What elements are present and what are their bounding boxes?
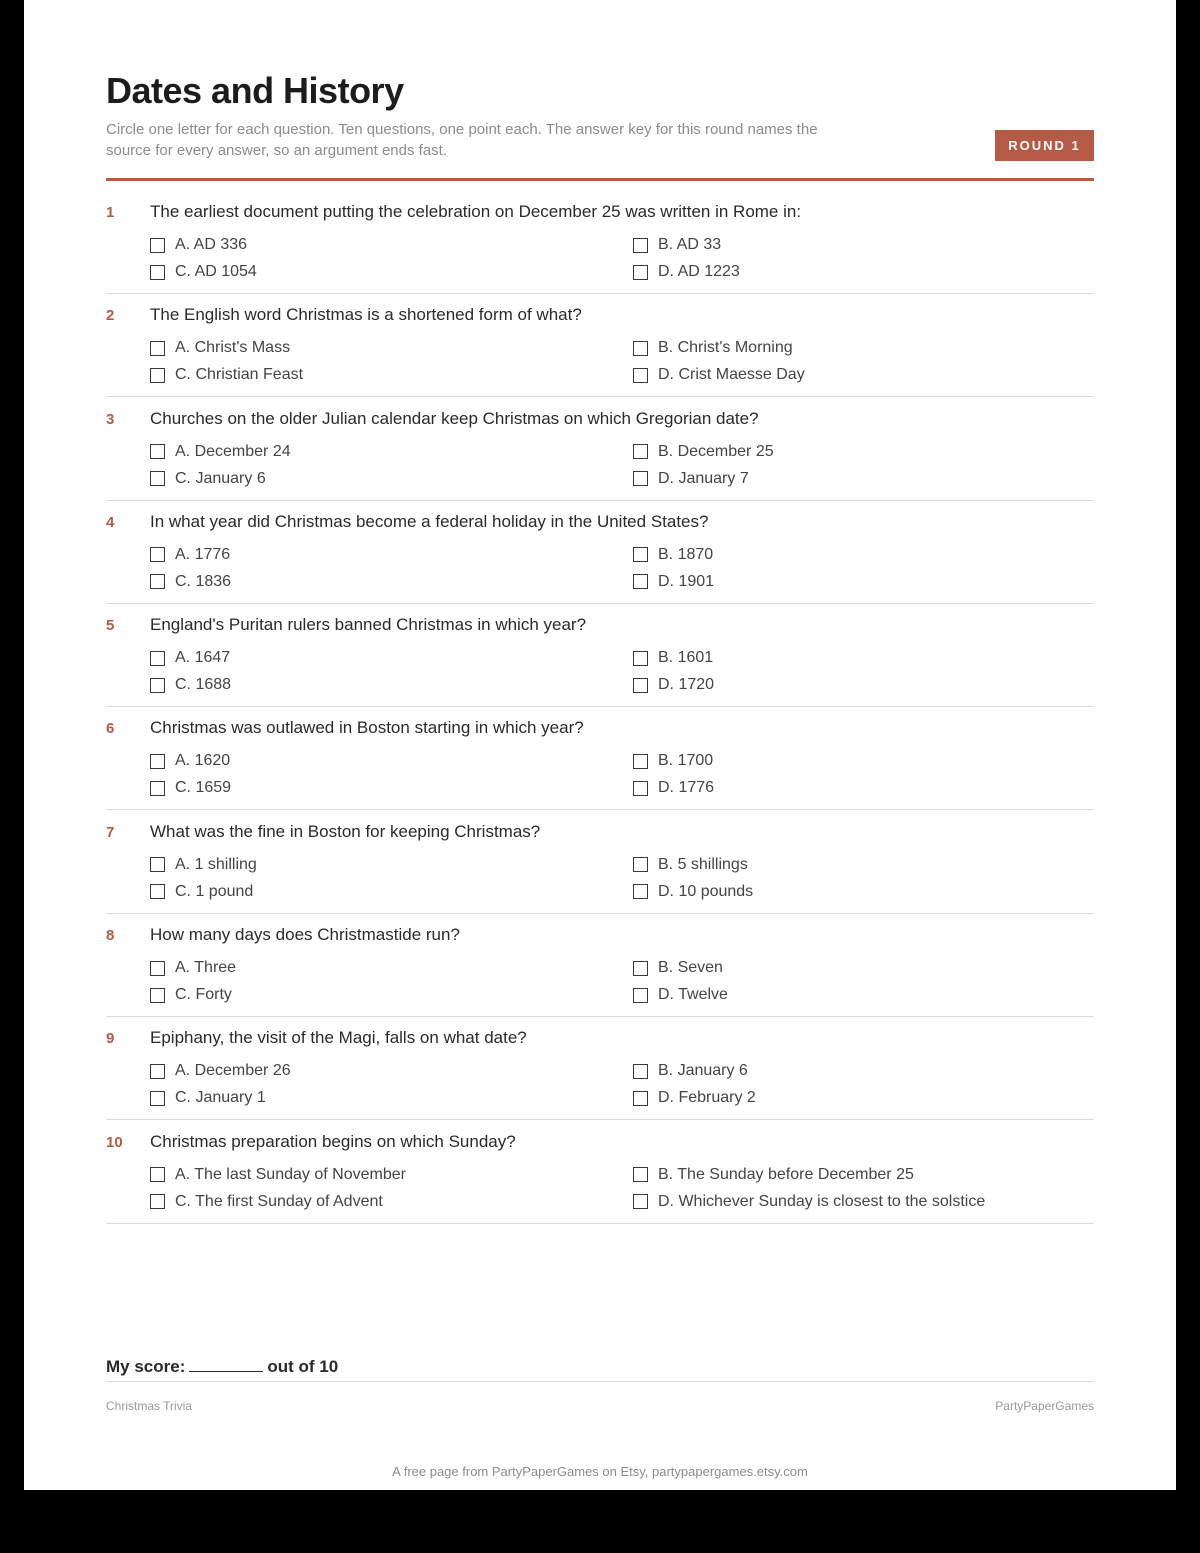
checkbox[interactable] <box>633 781 648 796</box>
answer-option-b[interactable] <box>633 959 723 977</box>
score-label: My score: <box>106 1357 186 1376</box>
checkbox[interactable] <box>150 781 165 796</box>
footer-right: PartyPaperGames <box>995 1399 1094 1413</box>
answer-label: C. 1 pound <box>175 882 254 900</box>
answer-label: D. Twelve <box>658 986 728 1004</box>
checkbox[interactable] <box>150 1091 165 1106</box>
answer-option-d[interactable] <box>633 366 805 384</box>
checkbox[interactable] <box>633 754 648 769</box>
answer-label: B. December 25 <box>658 442 774 460</box>
answer-option-d[interactable] <box>633 883 753 901</box>
checkbox[interactable] <box>633 988 648 1003</box>
question-number: 9 <box>106 1030 115 1048</box>
question-number: 8 <box>106 927 115 945</box>
answer-label: C. 1688 <box>175 676 232 694</box>
question-text: Christmas was outlawed in Boston starting in which year? <box>150 718 584 738</box>
answer-option-c[interactable] <box>150 779 231 797</box>
question-number: 3 <box>106 410 115 428</box>
answer-label: B. Christ's Morning <box>658 339 793 357</box>
question-item <box>106 1122 1094 1224</box>
checkbox[interactable] <box>150 238 165 253</box>
answer-label: A. Three <box>175 959 237 977</box>
answer-label: D. 1901 <box>658 572 715 590</box>
answer-option-b[interactable] <box>633 1062 748 1080</box>
answer-option-d[interactable] <box>633 263 740 281</box>
checkbox[interactable] <box>633 444 648 459</box>
footer-left: Christmas Trivia <box>106 1399 193 1413</box>
answer-option-d[interactable] <box>633 1089 756 1107</box>
answer-option-d[interactable] <box>633 779 714 797</box>
answer-label: C. Forty <box>175 986 232 1004</box>
answer-option-b[interactable] <box>633 1166 914 1184</box>
credit-line: A free page from PartyPaperGames on Etsy, partypapergames.etsy.com <box>392 1464 808 1479</box>
question-text: Christmas preparation begins on which Sunday? <box>150 1131 516 1151</box>
checkbox[interactable] <box>633 884 648 899</box>
question-text: England's Puritan rulers banned Christmas in which year? <box>150 615 587 635</box>
question-text: The earliest document putting the celebration on December 25 was written in Rome in: <box>150 202 802 221</box>
answer-option-b[interactable] <box>633 236 721 254</box>
answer-label: B. 5 shillings <box>658 855 748 873</box>
answer-option-a[interactable] <box>150 1062 291 1080</box>
answer-label: C. January 1 <box>175 1089 266 1107</box>
answer-label: C. Christian Feast <box>175 366 304 384</box>
answer-option-b[interactable] <box>633 856 748 874</box>
answer-label: A. 1620 <box>175 752 231 770</box>
answer-option-d[interactable] <box>633 573 714 591</box>
answer-label: C. 1836 <box>175 572 232 590</box>
question-item <box>106 915 1094 1017</box>
answer-label: C. 1659 <box>175 779 232 797</box>
answer-label: D. 1776 <box>658 779 715 797</box>
worksheet-page <box>24 0 1176 1490</box>
footer-divider <box>106 1381 1094 1382</box>
question-number: 6 <box>106 720 115 738</box>
answer-label: B. Seven <box>658 959 723 977</box>
answer-label: A. The last Sunday of November <box>175 1165 406 1183</box>
checkbox[interactable] <box>633 547 648 562</box>
checkbox[interactable] <box>633 341 648 356</box>
answer-label: A. AD 336 <box>175 236 248 253</box>
answer-option-d[interactable] <box>633 1193 985 1211</box>
answer-option-d[interactable] <box>633 986 728 1004</box>
answer-option-c[interactable] <box>150 263 257 281</box>
answer-option-c[interactable] <box>150 470 266 488</box>
answer-label: D. AD 1223 <box>658 263 740 280</box>
checkbox[interactable] <box>150 265 165 280</box>
answer-label: B. January 6 <box>658 1062 748 1080</box>
answer-label: D. Crist Maesse Day <box>658 366 805 384</box>
question-number: 7 <box>106 823 115 841</box>
answer-label: B. The Sunday before December 25 <box>658 1165 914 1183</box>
answer-option-c[interactable] <box>150 1193 383 1211</box>
question-item <box>106 812 1094 914</box>
question-item <box>106 399 1094 501</box>
answer-label: D. February 2 <box>658 1089 756 1107</box>
checkbox[interactable] <box>150 857 165 872</box>
question-text: Epiphany, the visit of the Magi, falls on what date? <box>150 1028 527 1048</box>
answer-label: A. 1647 <box>175 649 231 667</box>
question-text: What was the fine in Boston for keeping Christmas? <box>150 821 541 841</box>
score-blank[interactable] <box>189 1371 263 1372</box>
answer-label: D. 10 pounds <box>658 882 754 900</box>
answer-option-c[interactable] <box>150 883 253 901</box>
question-item <box>106 708 1094 810</box>
question-number: 1 <box>106 204 115 221</box>
answer-option-b[interactable] <box>633 443 774 461</box>
answer-label: B. AD 33 <box>658 236 722 253</box>
answer-label: A. 1 shilling <box>175 855 257 873</box>
checkbox[interactable] <box>150 1064 165 1079</box>
checkbox[interactable] <box>150 754 165 769</box>
answer-label: B. 1870 <box>658 545 714 563</box>
answer-option-b[interactable] <box>633 649 713 667</box>
answer-label: A. 1776 <box>175 545 231 563</box>
answer-option-a[interactable] <box>150 546 230 564</box>
checkbox[interactable] <box>150 341 165 356</box>
answer-option-c[interactable] <box>150 676 231 694</box>
checkbox[interactable] <box>633 678 648 693</box>
checkbox[interactable] <box>150 884 165 899</box>
answer-option-a[interactable] <box>150 856 257 874</box>
checkbox[interactable] <box>150 678 165 693</box>
question-text: In what year did Christmas become a federal holiday in the United States? <box>150 511 709 531</box>
answer-label: B. 1601 <box>658 649 714 667</box>
checkbox[interactable] <box>150 988 165 1003</box>
question-item <box>106 1018 1094 1120</box>
answer-option-c[interactable] <box>150 366 303 384</box>
answer-option-a[interactable] <box>150 339 290 357</box>
header-divider <box>106 178 1094 181</box>
answer-label: C. AD 1054 <box>175 263 257 280</box>
checkbox[interactable] <box>150 547 165 562</box>
checkbox[interactable] <box>633 857 648 872</box>
checkbox[interactable] <box>150 1167 165 1182</box>
checkbox[interactable] <box>633 1064 648 1079</box>
answer-label: A. Christ's Mass <box>175 339 291 357</box>
answer-option-d[interactable] <box>633 676 714 694</box>
question-number: 4 <box>106 513 115 531</box>
answer-option-a[interactable] <box>150 649 230 667</box>
checkbox[interactable] <box>150 444 165 459</box>
answer-label: D. Whichever Sunday is closest to the solstice <box>658 1192 986 1210</box>
question-number: 2 <box>106 307 115 325</box>
question-list <box>106 192 1094 1225</box>
answer-option-a[interactable] <box>150 236 247 254</box>
score-suffix: out of 10 <box>267 1357 339 1376</box>
question-item <box>106 605 1094 707</box>
checkbox[interactable] <box>633 368 648 383</box>
question-item <box>106 295 1094 397</box>
page-title: Dates and History <box>106 70 404 111</box>
checkbox[interactable] <box>633 1194 648 1209</box>
checkbox[interactable] <box>633 471 648 486</box>
checkbox[interactable] <box>633 1167 648 1182</box>
checkbox[interactable] <box>633 961 648 976</box>
answer-option-a[interactable] <box>150 1166 406 1184</box>
question-number: 10 <box>106 1133 123 1151</box>
question-number: 5 <box>106 617 115 635</box>
question-text: How many days does Christmastide run? <box>150 925 460 945</box>
answer-label: A. December 24 <box>175 442 291 460</box>
answer-label: D. 1720 <box>658 676 715 694</box>
answer-option-b[interactable] <box>633 546 713 564</box>
checkbox[interactable] <box>150 961 165 976</box>
answer-label: C. January 6 <box>175 469 266 487</box>
answer-option-c[interactable] <box>150 1089 266 1107</box>
round-badge: ROUND 1 <box>995 130 1094 161</box>
question-item <box>106 502 1094 604</box>
answer-label: B. 1700 <box>658 752 714 770</box>
checkbox[interactable] <box>150 368 165 383</box>
checkbox[interactable] <box>633 265 648 280</box>
checkbox[interactable] <box>150 574 165 589</box>
question-text: The English word Christmas is a shortened form of what? <box>150 305 582 325</box>
checkbox[interactable] <box>633 1091 648 1106</box>
answer-option-b[interactable] <box>633 339 793 357</box>
answer-option-a[interactable] <box>150 959 236 977</box>
checkbox[interactable] <box>150 471 165 486</box>
answer-label: D. January 7 <box>658 469 749 487</box>
question-item <box>106 192 1094 294</box>
answer-option-a[interactable] <box>150 443 291 461</box>
answer-label: C. The first Sunday of Advent <box>175 1192 383 1210</box>
score-line <box>106 1357 338 1377</box>
answer-option-d[interactable] <box>633 470 749 488</box>
answer-option-c[interactable] <box>150 986 232 1004</box>
checkbox[interactable] <box>633 574 648 589</box>
answer-option-b[interactable] <box>633 752 713 770</box>
checkbox[interactable] <box>150 651 165 666</box>
answer-label: A. December 26 <box>175 1062 291 1080</box>
question-text: Churches on the older Julian calendar keep Christmas on which Gregorian date? <box>150 408 759 428</box>
checkbox[interactable] <box>150 1194 165 1209</box>
checkbox[interactable] <box>633 238 648 253</box>
instructions: Circle one letter for each question. Ten questions, one point each. The answer key for this round names the source for every answer, so an argument ends fast. <box>106 121 818 159</box>
checkbox[interactable] <box>633 651 648 666</box>
answer-option-a[interactable] <box>150 752 230 770</box>
answer-option-c[interactable] <box>150 573 231 591</box>
